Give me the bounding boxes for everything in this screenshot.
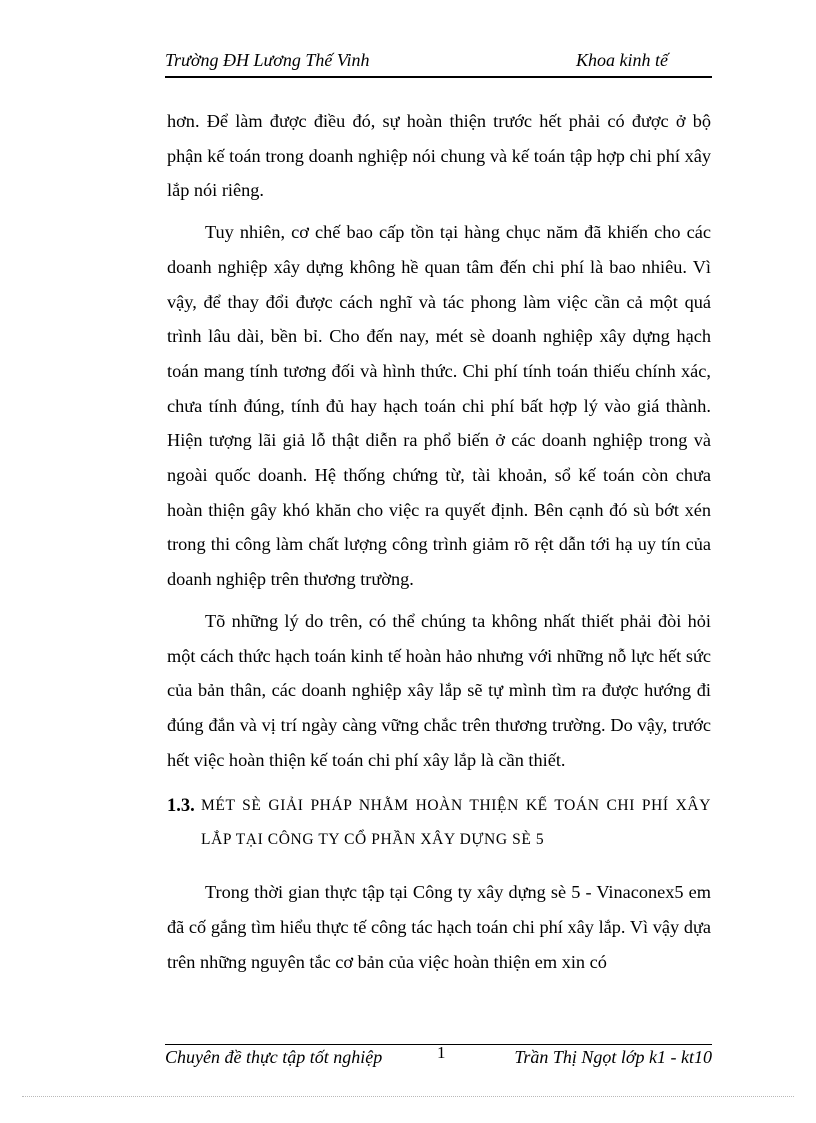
- paragraph-3: Tõ những lý do trên, có thể chúng ta không nhất thiết phải đòi hỏi một cách thức hạch toán kinh tế hoàn hảo nhưng với những nỗ lực hết sức của bản thân, các doanh nghiệp xây lắp sẽ tự mình tìm ra được hướng đi đúng đắn và vị trí ngày càng vững chắc trên thương trường. Do vậy, trước hết việc hoàn thiện kế toán chi phí xây lắp là cần thiết.: [167, 610, 711, 770]
- section-heading: [167, 789, 711, 857]
- section-number: 1.3.: [167, 796, 195, 817]
- footer-title: Chuyên đề thực tập tốt nghiệp: [165, 1047, 383, 1067]
- page-header: [165, 50, 712, 76]
- footer-author: Trần Thị Ngọt lớp k1 - kt10: [514, 1047, 712, 1067]
- body-text: [167, 104, 711, 979]
- page-number: 1: [437, 1043, 446, 1062]
- paragraph-4: Trong thời gian thực tập tại Công ty xây dựng sè 5 - Vinaconex5 em đã cố gắng tìm hiểu thực tế công tác hạch toán chi phí xây lắp. Vì vậy dựa trên những nguyên tắc cơ bản của việc hoàn thiện em xin có: [167, 882, 711, 972]
- header-faculty: Khoa kinh tế: [576, 50, 668, 70]
- paragraph-2: Tuy nhiên, cơ chế bao cấp tồn tại hàng chục năm đã khiến cho các doanh nghiệp xây dựng không hề quan tâm đến chi phí là bao nhiêu. Vì vậy, để thay đổi được cách nghĩ và tác phong làm việc cần cả một quá trình lâu dài, bền bỉ. Cho đến nay, mét sè doanh nghiệp xây dựng hạch toán mang tính tương đối và hình thức. Chi phí tính toán thiếu chính xác, chưa tính đúng, tính đủ hay hạch toán chi phí bất hợp lý vào giá thành. Hiện tượng lãi giả lỗ thật diễn ra phổ biến ở các doanh nghiệp trong và ngoài quốc doanh. Hệ thống chứng từ, tài khoản, sổ kế toán còn chưa hoàn thiện gây khó khăn cho việc ra quyết định. Bên cạnh đó sù bớt xén trong thi công làm chất lượng công trình giảm rõ rệt dẫn tới hạ uy tín của doanh nghiệp trên thương trường.: [167, 222, 711, 590]
- header-rule: [165, 76, 712, 78]
- page-bottom-dotted-line: [22, 1096, 794, 1097]
- section-title: MÉT SÈ GIẢI PHÁP NHẰM HOÀN THIỆN KẾ TOÁN CHI PHÍ XÂY LẮP TẠI CÔNG TY CỔ PHẦN XÂY DỰNG SÈ 5: [201, 797, 711, 849]
- header-university: Trường ĐH Lương Thế Vinh: [165, 50, 370, 70]
- page-footer: [165, 1043, 712, 1073]
- paragraph-1: hơn. Để làm được điều đó, sự hoàn thiện trước hết phải có được ở bộ phận kế toán trong doanh nghiệp nói chung và kế toán tập hợp chi phí xây lắp nói riêng.: [167, 111, 711, 201]
